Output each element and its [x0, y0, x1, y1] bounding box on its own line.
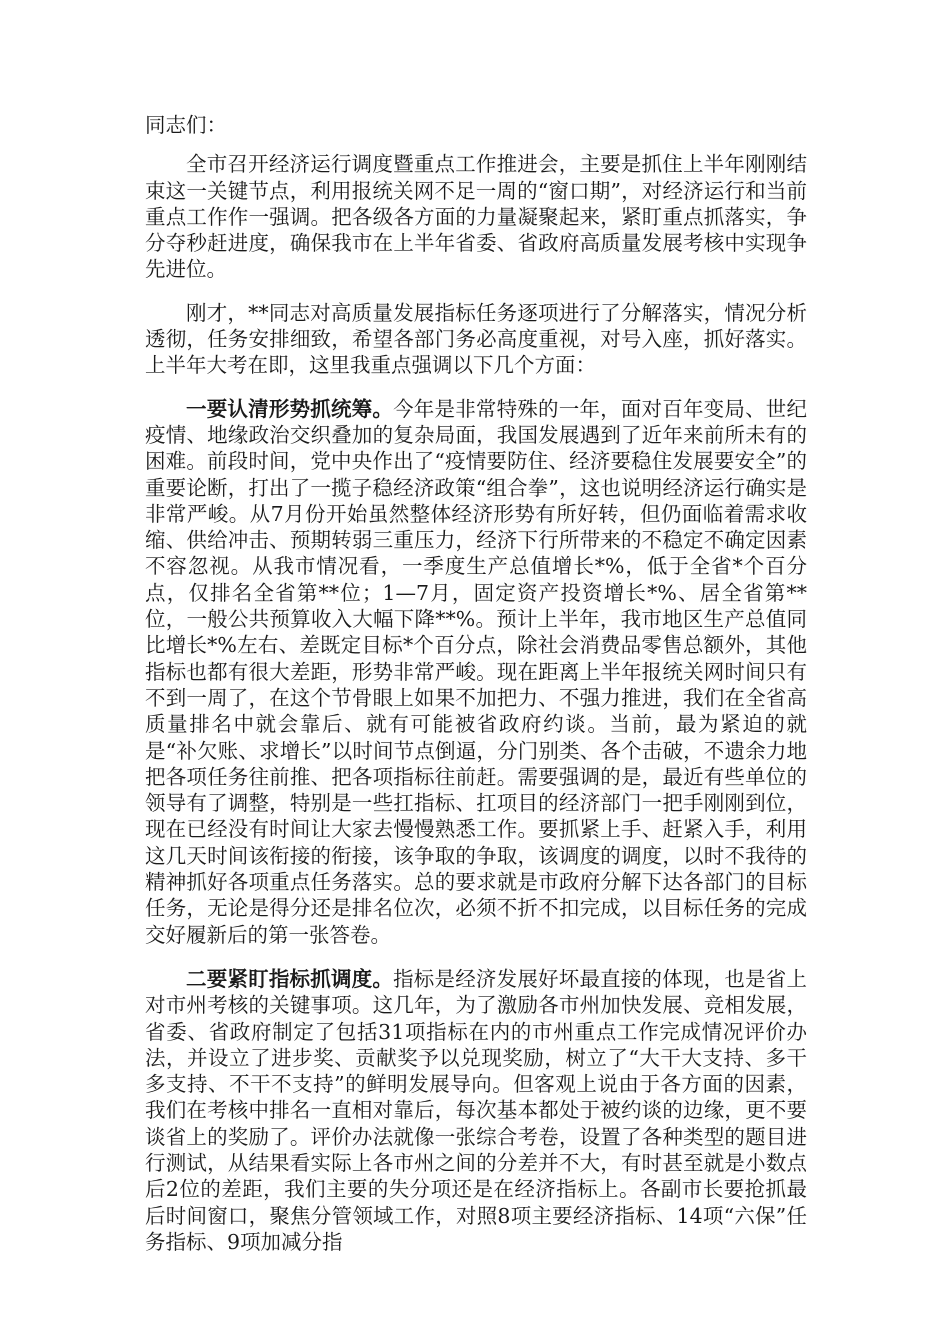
point-two-heading: 二要紧盯指标抓调度。: [186, 966, 394, 991]
paragraph-opening-text: 全市召开经济运行调度暨重点工作推进会，主要是抓住上半年刚刚结束这一关键节点，利用报统关网不足一周的“窗口期”，对经济运行和当前重点工作作一强调。把各级各方面的力量凝聚起来，紧盯重点抓落实，争分夺秒赶进度，确保我市在上半年省委、省政府高质量发展考核中实现争先进位。: [145, 152, 807, 282]
point-two-text: 指标是经济发展好坏最直接的体现，也是省上对市州考核的关键事项。这几年，为了激励各市州加快发展、竞相发展，省委、省政府制定了包括31项指标在内的市州重点工作完成情况评价办法，并设立了进步奖、贡献奖予以兑现奖励，树立了“大干大支持、多干多支持、不干不支持”的鲜明发展导向。但客观上说由于各方面的因素，我们在考核中排名一直相对靠后，每次基本都处于被约谈的边缘，更不要谈省上的奖励了。评价办法就像一张综合考卷，设置了各种类型的题目进行测试，从结果看实际上各市州之间的分差并不大，有时甚至就是小数点后2位的差距，我们主要的失分项还是在经济指标上。各副市长要抢抓最后时间窗口，聚焦分管领域工作，对照8项主要经济指标、14项“六保”任务指标、9项加减分指: [145, 966, 808, 1254]
paragraph-point-two: [145, 966, 807, 1255]
point-one-heading: 一要认清形势抓统筹。: [186, 396, 394, 421]
document-page: [145, 112, 807, 1272]
paragraph-task-breakdown: [145, 300, 807, 379]
paragraph-point-one: [145, 396, 807, 948]
salutation: 同志们：: [145, 113, 227, 137]
paragraph-task-breakdown-text: 刚才，**同志对高质量发展指标任务逐项进行了分解落实，情况分析透彻，任务安排细致，希望各部门务必高度重视，对号入座，抓好落实。上半年大考在即，这里我重点强调以下几个方面：: [145, 300, 807, 378]
paragraph-opening: [145, 151, 807, 282]
point-one-text: 今年是非常特殊的一年，面对百年变局、世纪疫情、地缘政治交织叠加的复杂局面，我国发展遇到了近年来前所未有的困难。前段时间，党中央作出了“疫情要防住、经济要稳住发展要安全”的重要论断，打出了一揽子稳经济政策“组合拳”，这也说明经济运行确实是非常严峻。从7月份开始虽然整体经济形势有所好转，但仍面临着需求收缩、供给冲击、预期转弱三重压力，经济下行所带来的不稳定不确定因素不容忽视。从我市情况看，一季度生产总值增长*%，低于全省*个百分点，仅排名全省第**位；1—7月，固定资产投资增长*%、居全省第**位，一般公共预算收入大幅下降**%。预计上半年，我市地区生产总值同比增长*%左右、差既定目标*个百分点，除社会消费品零售总额外，其他指标也都有很大差距，形势非常严峻。现在距离上半年报统关网时间只有不到一周了，在这个节骨眼上如果不加把力、不强力推进，我们在全省高质量排名中就会靠后、就有可能被省政府约谈。当前，最为紧迫的就是“补欠账、求增长”以时间节点倒逼，分门别类、各个击破，不遗余力地把各项任务往前推、把各项指标往前赶。需要强调的是，最近有些单位的领导有了调整，特别是一些扛指标、扛项目的经济部门一把手刚刚到位，现在已经没有时间让大家去慢慢熟悉工作。要抓紧上手、赶紧入手，利用这几天时间该衔接的衔接，该争取的争取，该调度的调度，以时不我待的精神抓好各项重点任务落实。总的要求就是市政府分解下达各部门的目标任务，无论是得分还是排名位次，必须不折不扣完成，以目标任务的完成交好履新后的第一张答卷。: [145, 396, 808, 947]
